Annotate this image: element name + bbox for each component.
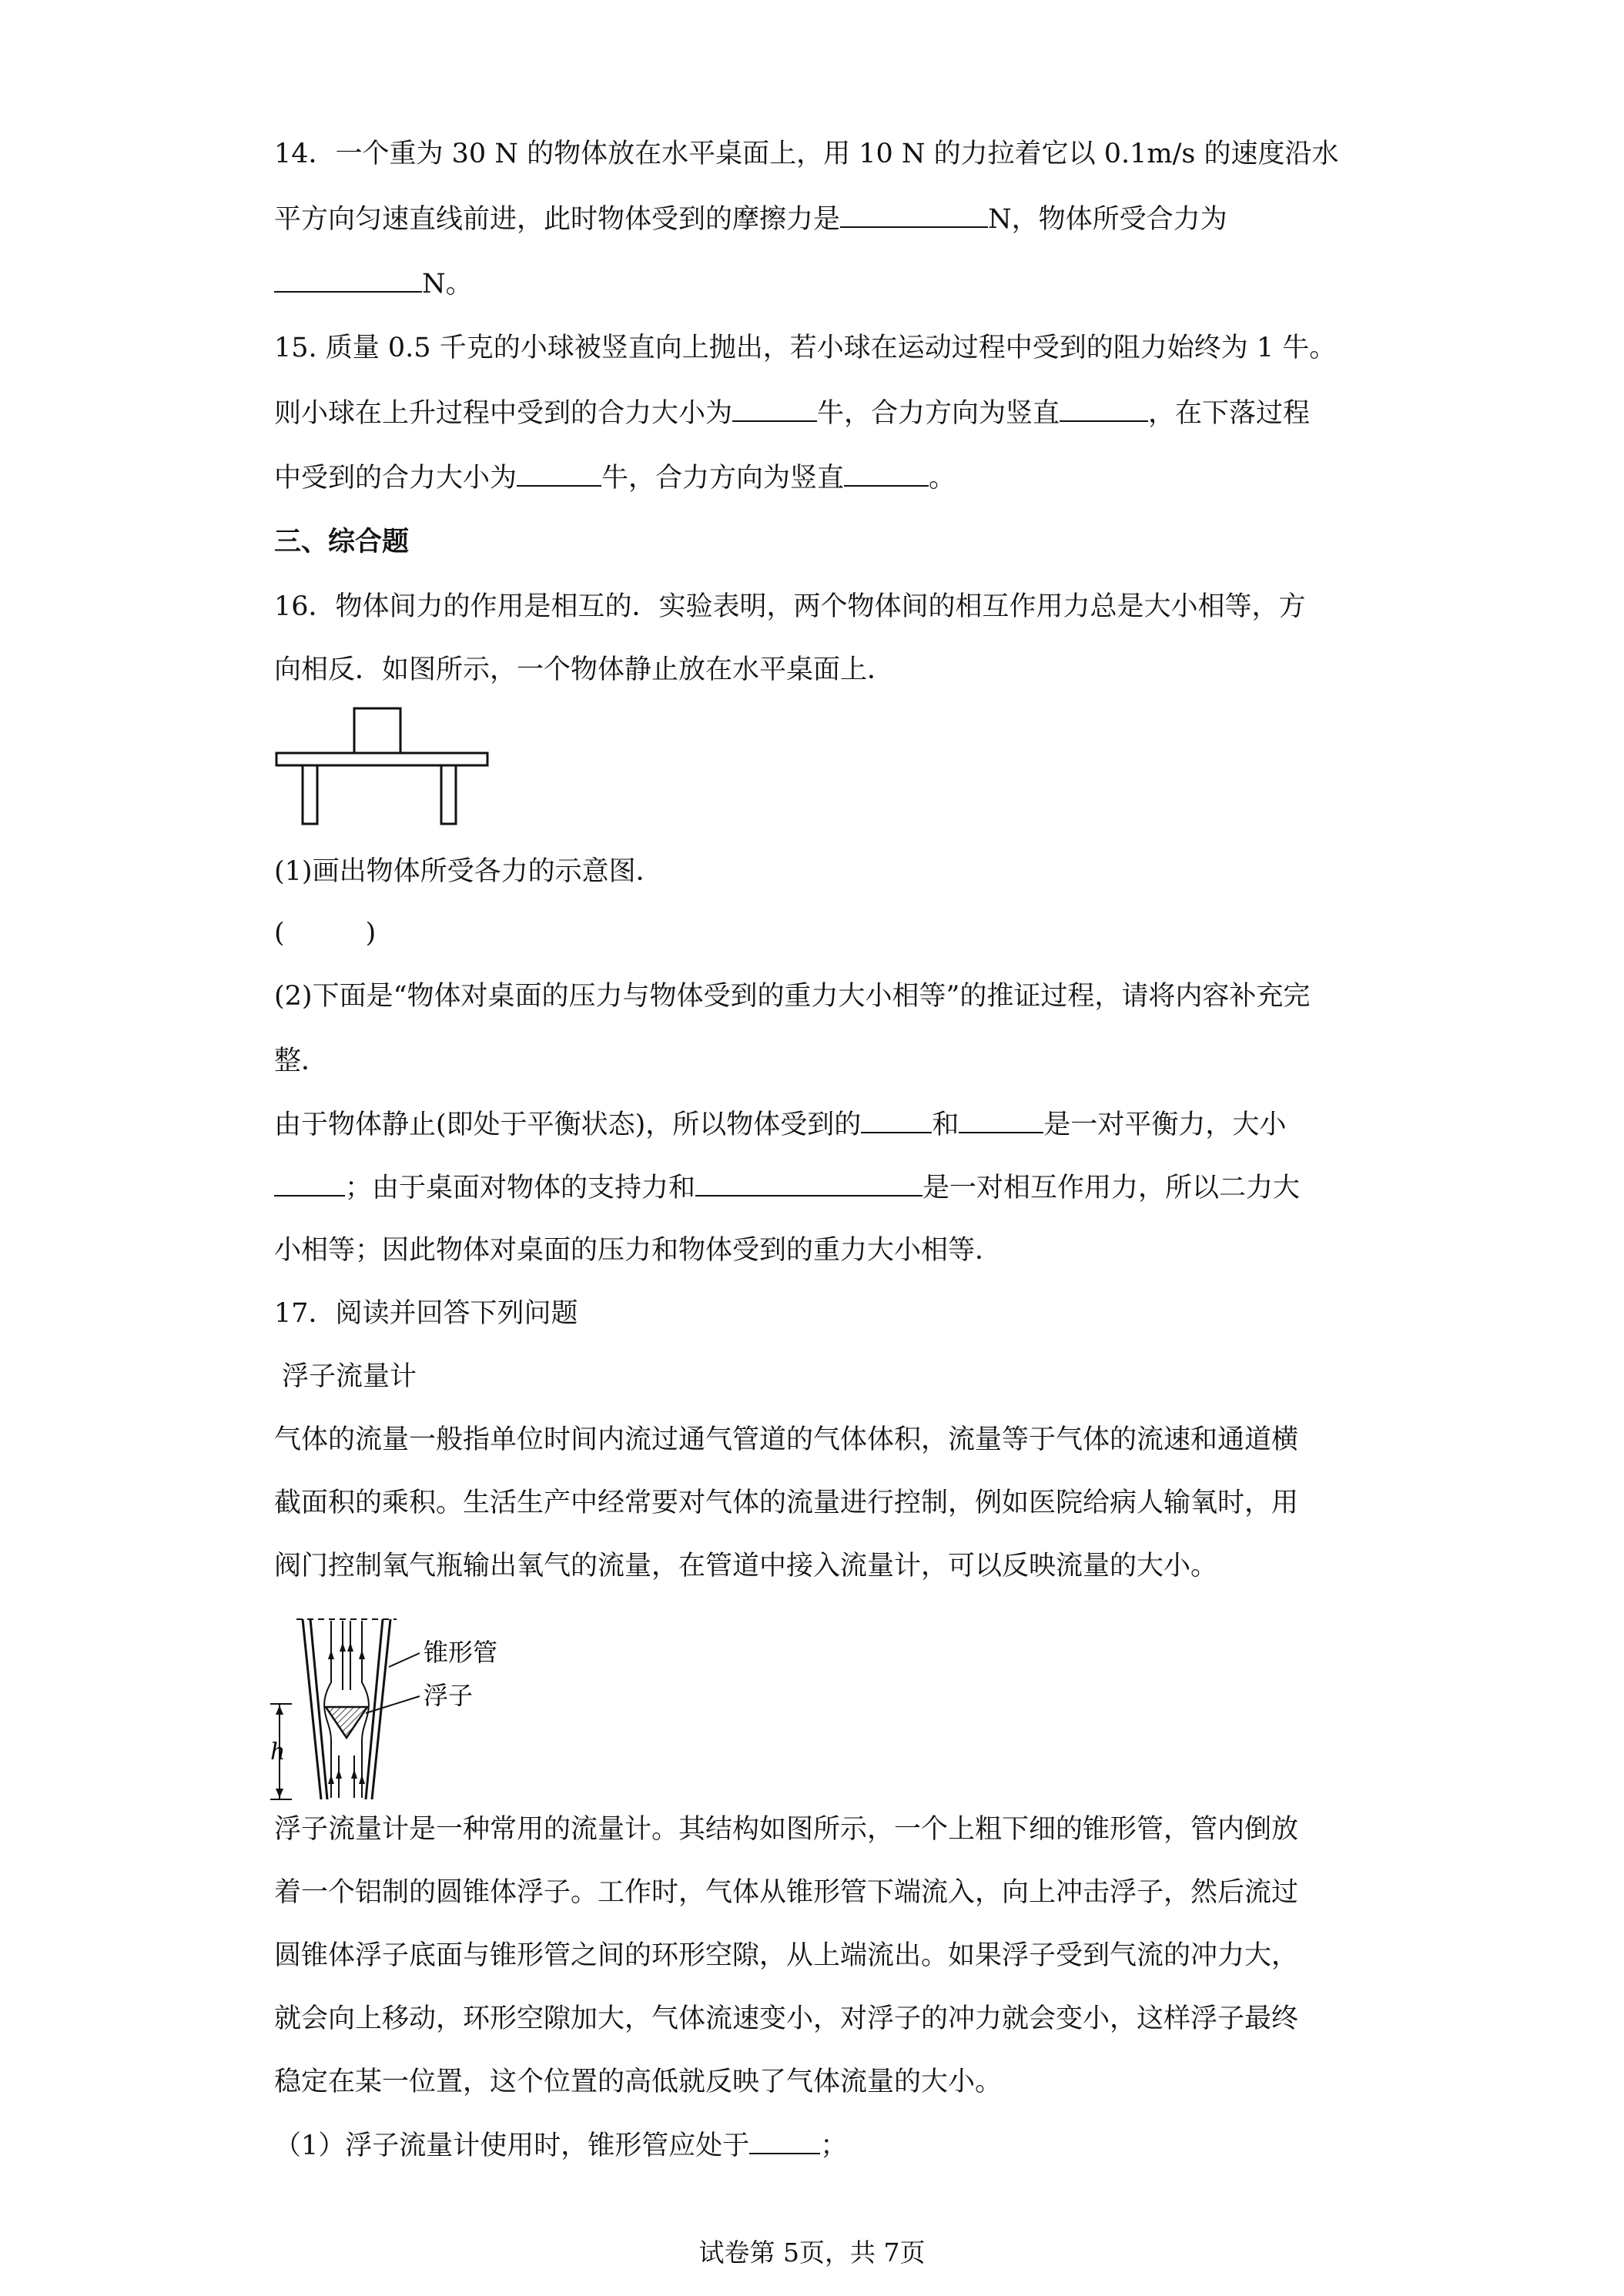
q17-sub-1: （1）浮子流量计使用时，锥形管应处于 ； [274,2128,847,2163]
answer-blank[interactable] [861,1107,932,1133]
answer-blank[interactable] [749,2128,820,2154]
q16-line-1: 16．物体间力的作用是相互的．实验表明，两个物体间的相互作用力总是大小相等，方 [274,591,1306,622]
q17-para-2-line-3: 圆锥体浮子底面与锥形管之间的环形空隙，从上端流出。如果浮子受到气流的冲力大， [274,1940,1299,1971]
answer-blank[interactable] [732,396,817,422]
q16-deduction-line-1: 由于物体静止(即处于平衡状态)，所以物体受到的 和 是一对平衡力，大小 [274,1107,1286,1142]
answer-blank[interactable] [959,1107,1043,1133]
q17-para-2-line-1: 浮子流量计是一种常用的流量计。其结构如图所示，一个上粗下细的锥形管，管内倒放 [274,1814,1299,1845]
q16-deduction-line-2: ；由于桌面对物体的支持力和 是一对相互作用力，所以二力大 [274,1170,1300,1205]
answer-blank[interactable] [1060,396,1148,422]
q14-line-2: 平方向匀速直线前进，此时物体受到的摩擦力是 N，物体所受合力为 [274,202,1227,236]
q17-para-2-line-2: 着一个铝制的圆锥体浮子。工作时，气体从锥形管下端流入，向上冲击浮子，然后流过 [274,1877,1299,1908]
float-label: 浮子 [424,1681,474,1710]
table-leg-left [303,765,317,824]
table-figure [274,705,497,828]
answer-blank[interactable] [274,266,422,293]
answer-blank[interactable] [274,1170,345,1197]
q16-part-1: (1)画出物体所受各力的示意图． [274,856,663,887]
q16-deduction-line-3: 小相等；因此物体对桌面的压力和物体受到的重力大小相等． [274,1235,1003,1266]
q17-article-title: 浮子流量计 [282,1361,417,1392]
q16-part-2-line-1: (2)下面是“物体对桌面的压力与物体受到的重力大小相等”的推证过程，请将内容补充完 [274,981,1311,1012]
q15-line-3: 中受到的合力大小为 牛，合力方向为竖直 。 [274,460,956,495]
q16-part-2-line-2: 整． [274,1046,329,1076]
q16-answer-paren[interactable]: ( ) [274,918,377,949]
flowmeter-figure [266,1605,512,1809]
section-heading: 三、综合题 [274,527,410,557]
answer-blank[interactable] [844,460,929,487]
table-top [276,753,487,765]
answer-blank[interactable] [840,202,988,228]
answer-blank[interactable] [517,460,601,487]
answer-blank[interactable] [695,1170,922,1197]
q17-para-1-line-2: 截面积的乘积。生活生产中经常要对气体的流量进行控制，例如医院给病人输氧时，用 [274,1488,1299,1518]
q17-para-2-line-5: 稳定在某一位置，这个位置的高低就反映了气体流量的大小。 [274,2067,1003,2097]
q15-line-1: 15. 质量 0.5 千克的小球被竖直向上抛出，若小球在运动过程中受到的阻力始终为 1 牛。 [274,333,1337,363]
q17-para-1-line-3: 阀门控制氧气瓶输出氧气的流量，在管道中接入流量计，可以反映流量的大小。 [274,1551,1218,1581]
q17-para-2-line-4: 就会向上移动，环形空隙加大，气体流速变小，对浮子的冲力就会变小，这样浮子最终 [274,2003,1299,2034]
tube-label: 锥形管 [424,1638,498,1667]
q16-line-2: 向相反．如图所示，一个物体静止放在水平桌面上． [274,654,895,685]
float-cone [326,1707,367,1738]
page-footer: 试卷第 5页，共 7页 [698,2237,926,2268]
height-label: h [270,1739,286,1766]
block-object [354,708,400,753]
q14-line-1: 14．一个重为 30 N 的物体放在水平桌面上，用 10 N 的力拉着它以 0.1m/s 的速度沿水 [274,139,1339,169]
table-leg-right [441,765,456,824]
q14-line-3: N。 [274,266,473,301]
q17-heading: 17．阅读并回答下列问题 [274,1298,578,1329]
q15-line-2: 则小球在上升过程中受到的合力大小为 牛，合力方向为竖直 ，在下落过程 [274,396,1310,430]
q17-para-1-line-1: 气体的流量一般指单位时间内流过通气管道的气体体积，流量等于气体的流速和通道横 [274,1424,1299,1455]
